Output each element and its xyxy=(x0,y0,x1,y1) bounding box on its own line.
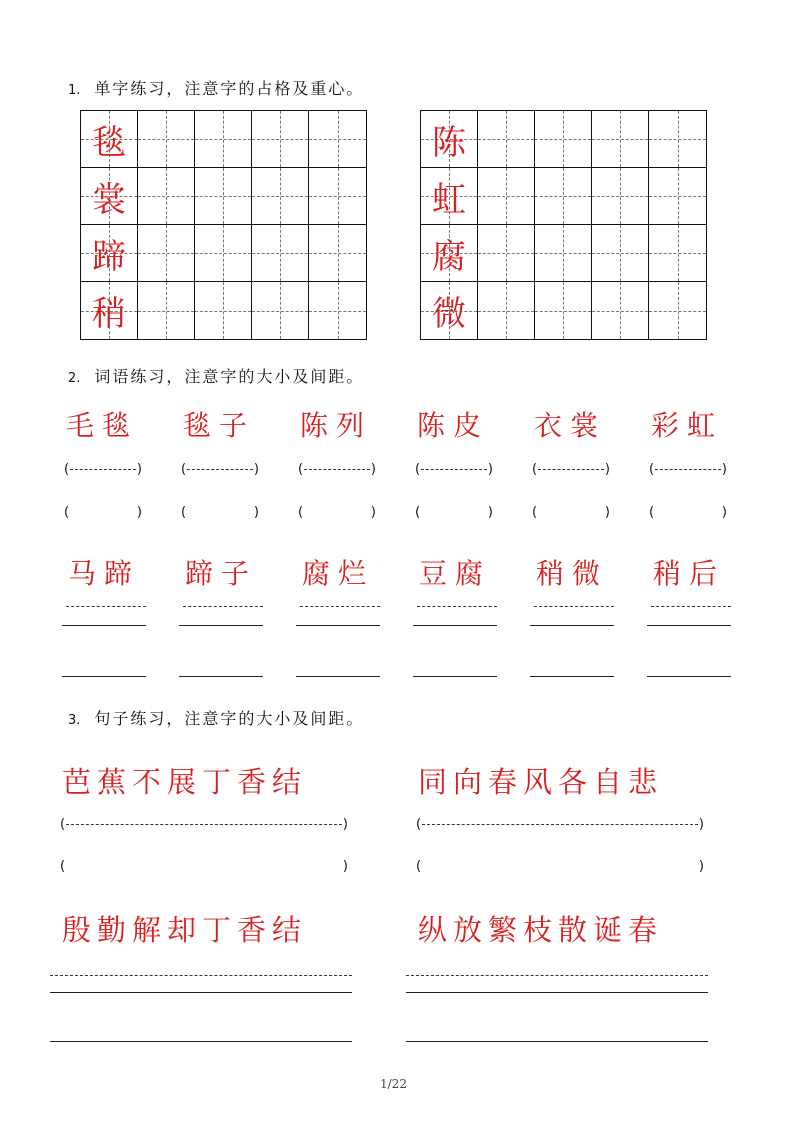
grid-cell[interactable] xyxy=(649,111,706,168)
writing-line[interactable] xyxy=(530,676,614,677)
paren-open: ( xyxy=(532,462,538,477)
grid-cell[interactable] xyxy=(138,225,195,282)
pinyin-blank-dotted[interactable] xyxy=(60,817,348,832)
dotted-writing-line[interactable] xyxy=(651,606,731,607)
answer-blank[interactable] xyxy=(60,859,348,874)
paren-close: ) xyxy=(604,462,610,477)
paren-close: ) xyxy=(487,462,493,477)
paren-open: ( xyxy=(298,462,304,477)
dotted-writing-line[interactable] xyxy=(406,975,708,976)
model-character: 毯 xyxy=(92,122,126,163)
word-row1: 陈列 xyxy=(300,409,373,442)
section2-heading xyxy=(68,364,364,387)
paren-open: ( xyxy=(64,462,70,477)
answer-blank[interactable] xyxy=(649,505,727,520)
paren-close: ) xyxy=(253,505,259,520)
writing-line[interactable] xyxy=(647,676,731,677)
word-row1: 彩虹 xyxy=(651,409,724,442)
section-title: 句子练习，注意字的大小及间距。 xyxy=(94,709,365,728)
paren-open: ( xyxy=(181,505,187,520)
grid-cell[interactable] xyxy=(592,282,649,339)
paren-close: ) xyxy=(253,462,259,477)
answer-blank[interactable] xyxy=(298,505,376,520)
dotted-line xyxy=(422,824,698,825)
grid-cell[interactable] xyxy=(535,168,592,225)
section-title: 单字练习，注意字的占格及重心。 xyxy=(94,79,365,98)
model-character: 微 xyxy=(432,294,466,334)
paren-open: ( xyxy=(415,505,421,520)
grid-cell[interactable] xyxy=(81,282,138,339)
grid-cell[interactable] xyxy=(535,282,592,339)
model-character: 裳 xyxy=(92,179,126,220)
writing-line[interactable] xyxy=(413,625,497,626)
answer-blank[interactable] xyxy=(181,505,259,520)
paren-close: ) xyxy=(698,859,704,874)
grid-cell[interactable] xyxy=(592,111,649,168)
grid-cell[interactable] xyxy=(592,168,649,225)
grid-cell[interactable] xyxy=(309,111,366,168)
word-row1: 陈皮 xyxy=(417,409,490,442)
grid-cell[interactable] xyxy=(649,168,706,225)
word-row1: 衣裳 xyxy=(534,409,607,442)
grid-cell[interactable] xyxy=(478,111,535,168)
paren-close: ) xyxy=(721,505,727,520)
paren-close: ) xyxy=(721,462,727,477)
paren-open: ( xyxy=(649,462,655,477)
sentence: 同向春风各自悲 xyxy=(418,765,664,799)
word-row1: 毯子 xyxy=(183,409,256,442)
pinyin-blank-dotted[interactable] xyxy=(649,462,727,477)
dotted-line xyxy=(70,469,136,470)
writing-line[interactable] xyxy=(50,992,352,993)
writing-line[interactable] xyxy=(296,676,380,677)
paren-open: ( xyxy=(415,462,421,477)
grid-cell[interactable] xyxy=(478,282,535,339)
writing-line[interactable] xyxy=(413,676,497,677)
paren-close: ) xyxy=(342,817,348,832)
grid-cell[interactable] xyxy=(195,168,252,225)
paren-close: ) xyxy=(604,505,610,520)
section-number: 1. xyxy=(68,83,81,98)
grid-cell[interactable] xyxy=(421,168,478,225)
paren-close: ) xyxy=(136,505,142,520)
writing-line[interactable] xyxy=(296,625,380,626)
dotted-line xyxy=(66,824,342,825)
dotted-writing-line[interactable] xyxy=(534,606,614,607)
grid-cell[interactable] xyxy=(309,282,366,339)
paren-close: ) xyxy=(698,817,704,832)
paren-open: ( xyxy=(298,505,304,520)
sentence: 纵放繁枝散诞春 xyxy=(418,913,664,947)
dotted-line xyxy=(187,469,253,470)
grid-cell[interactable] xyxy=(252,225,309,282)
word-row2: 腐烂 xyxy=(302,557,375,590)
section-number: 2. xyxy=(68,371,81,386)
pinyin-blank-dotted[interactable] xyxy=(298,462,376,477)
answer-blank[interactable] xyxy=(64,505,142,520)
writing-line[interactable] xyxy=(406,1041,708,1042)
dotted-line xyxy=(304,469,370,470)
answer-blank[interactable] xyxy=(532,505,610,520)
grid-cell[interactable] xyxy=(421,111,478,168)
grid-cell[interactable] xyxy=(252,282,309,339)
practice-grid-right xyxy=(420,110,707,340)
grid-cell[interactable] xyxy=(535,111,592,168)
paren-close: ) xyxy=(342,859,348,874)
writing-line[interactable] xyxy=(406,992,708,993)
grid-cell[interactable] xyxy=(421,282,478,339)
grid-cell[interactable] xyxy=(81,111,138,168)
pinyin-blank-dotted[interactable] xyxy=(415,462,493,477)
word-row2: 蹄子 xyxy=(185,557,258,590)
grid-cell[interactable] xyxy=(535,225,592,282)
pinyin-blank-dotted[interactable] xyxy=(416,817,704,832)
grid-cell[interactable] xyxy=(138,111,195,168)
word-row2: 豆腐 xyxy=(419,557,492,590)
grid-cell[interactable] xyxy=(195,282,252,339)
answer-blank[interactable] xyxy=(415,505,493,520)
dotted-line xyxy=(655,469,721,470)
paren-open: ( xyxy=(60,817,66,832)
grid-cell[interactable] xyxy=(478,168,535,225)
answer-blank[interactable] xyxy=(416,859,704,874)
dotted-writing-line[interactable] xyxy=(300,606,380,607)
writing-line[interactable] xyxy=(179,625,263,626)
grid-cell[interactable] xyxy=(138,168,195,225)
grid-cell[interactable] xyxy=(252,111,309,168)
sentence: 殷勤解却丁香结 xyxy=(62,913,308,947)
paren-open: ( xyxy=(649,505,655,520)
writing-line[interactable] xyxy=(647,625,731,626)
paren-open: ( xyxy=(60,859,66,874)
paren-close: ) xyxy=(370,505,376,520)
pinyin-blank-dotted[interactable] xyxy=(181,462,259,477)
grid-cell[interactable] xyxy=(195,225,252,282)
practice-grid-left xyxy=(80,110,367,340)
grid-cell[interactable] xyxy=(649,225,706,282)
grid-cell[interactable] xyxy=(195,111,252,168)
grid-cell[interactable] xyxy=(309,168,366,225)
grid-cell[interactable] xyxy=(138,282,195,339)
paren-open: ( xyxy=(64,505,70,520)
dotted-line xyxy=(538,469,604,470)
dotted-writing-line[interactable] xyxy=(417,606,497,607)
writing-line[interactable] xyxy=(530,625,614,626)
grid-cell[interactable] xyxy=(592,225,649,282)
dotted-writing-line[interactable] xyxy=(66,606,146,607)
model-character: 陈 xyxy=(432,122,466,163)
grid-cell[interactable] xyxy=(649,282,706,339)
grid-cell[interactable] xyxy=(478,225,535,282)
paren-open: ( xyxy=(532,505,538,520)
pinyin-blank-dotted[interactable] xyxy=(532,462,610,477)
dotted-writing-line[interactable] xyxy=(50,975,352,976)
dotted-writing-line[interactable] xyxy=(183,606,263,607)
grid-cell[interactable] xyxy=(81,225,138,282)
section1-heading xyxy=(68,76,364,99)
paren-close: ) xyxy=(370,462,376,477)
writing-line[interactable] xyxy=(179,676,263,677)
paren-close: ) xyxy=(136,462,142,477)
section-number: 3. xyxy=(68,713,81,728)
section3-heading xyxy=(68,706,364,729)
dotted-line xyxy=(421,469,487,470)
grid-cell[interactable] xyxy=(421,225,478,282)
pinyin-blank-dotted[interactable] xyxy=(64,462,142,477)
sentence: 芭蕉不展丁香结 xyxy=(62,765,308,799)
writing-line[interactable] xyxy=(62,625,146,626)
model-character: 腐 xyxy=(432,236,466,277)
grid-cell[interactable] xyxy=(81,168,138,225)
model-character: 稍 xyxy=(92,294,126,334)
grid-cell[interactable] xyxy=(309,225,366,282)
grid-cell[interactable] xyxy=(252,168,309,225)
word-row2: 马蹄 xyxy=(68,557,141,590)
paren-open: ( xyxy=(416,859,422,874)
word-row1: 毛毯 xyxy=(66,409,139,442)
page-number: 1/22 xyxy=(380,1077,407,1091)
writing-line[interactable] xyxy=(62,676,146,677)
model-character: 虹 xyxy=(432,179,466,220)
paren-open: ( xyxy=(181,462,187,477)
word-row2: 稍后 xyxy=(653,557,726,590)
writing-line[interactable] xyxy=(50,1041,352,1042)
word-row2: 稍微 xyxy=(536,557,609,590)
paren-open: ( xyxy=(416,817,422,832)
paren-close: ) xyxy=(487,505,493,520)
section-title: 词语练习，注意字的大小及间距。 xyxy=(94,367,365,386)
model-character: 蹄 xyxy=(92,236,126,277)
